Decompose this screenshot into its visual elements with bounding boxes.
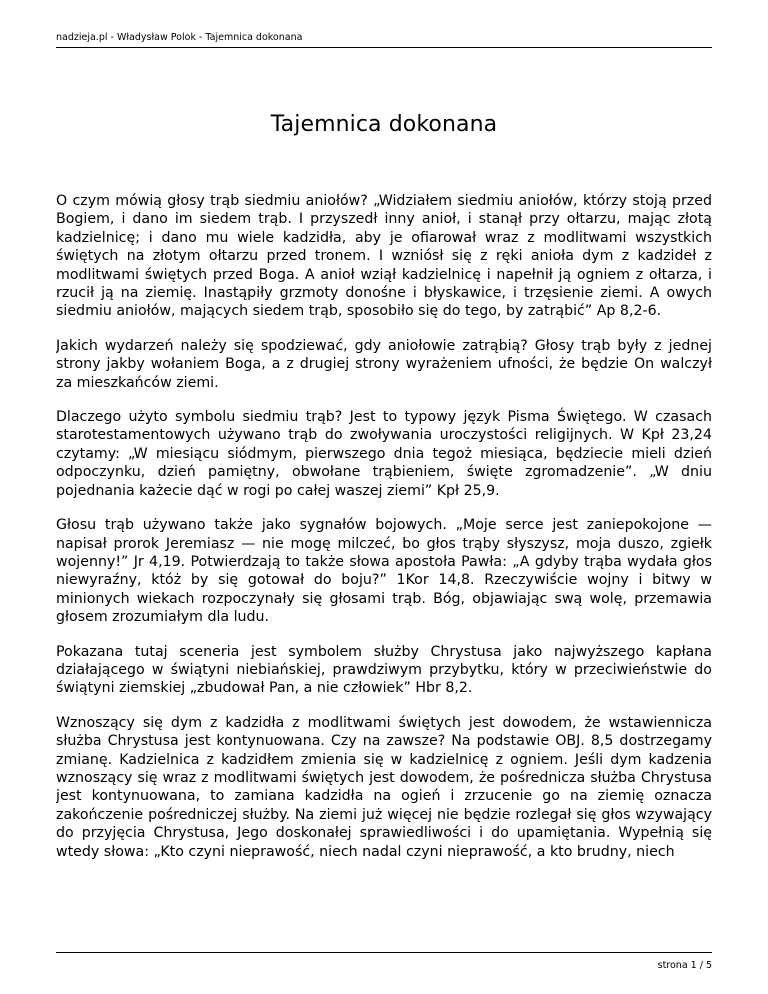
document-body bbox=[56, 192, 712, 944]
paragraph: Pokazana tutaj sceneria jest symbolem służby Chrystusa jako najwyższego kapłana działającego w świątyni niebiańskiej, prawdziwym przybytku, który w przeciwieństwie do świątyni ziemskiej „zbudował Pan, a nie człowiek” Hbr 8,2. bbox=[56, 643, 712, 697]
page-header: nadzieja.pl - Władysław Polok - Tajemnica dokonana bbox=[56, 32, 303, 43]
paragraph: O czym mówią głosy trąb siedmiu aniołów? „Widziałem siedmiu aniołów, którzy stoją przed Bogiem, i dano im siedem trąb. I przyszedł inny anioł, i stanął przy ołtarzu, mając złotą kadzielnicę; i dano mu wiele kadzidła, aby je ofiarował wraz z modlitwami wszystkich świętych na złotym ołtarzu przed tronem. I wzniósł się z ręki anioła dym z kadzideł z modlitwami świętych przed Boga. A anioł wziął kadzielnicę i napełnił ją ogniem z ołtarza, i rzucił ją na ziemię. Inastąpiły grzmoty donośne i błyskawice, i trzęsienie ziemi. A owych siedmiu aniołów, mających siedem trąb, sposobiło się do tego, by zatrąbić” Ap 8,2-6. bbox=[56, 193, 712, 320]
paragraph: Głosu trąb używano także jako sygnałów bojowych. „Moje serce jest zaniepokojone — napisał prorok Jeremiasz — nie mogę milczeć, bo głos trąby słyszysz, moja duszo, zgiełk wojenny!” Jr 4,19. Potwierdzają to także słowa apostoła Pawła: „A gdyby trąba wydała głos niewyraźny, któż by się gotował do boju?” 1Kor 14,8. Rzeczywiście wojny i bitwy w minionych wiekach rozpoczynały się głosami trąb. Bóg, objawiając swą wolę, przemawia głosem zrozumiałym dla ludu. bbox=[56, 517, 712, 626]
paragraph: Jakich wydarzeń należy się spodziewać, gdy aniołowie zatrąbią? Głosy trąb były z jednej strony jakby wołaniem Boga, a z drugiej strony wyrażeniem ufności, że będzie On walczył za mieszkańców ziemi. bbox=[56, 337, 712, 391]
footer-divider bbox=[56, 952, 712, 953]
document-title: Tajemnica dokonana bbox=[270, 112, 498, 137]
page-number: strona 1 / 5 bbox=[657, 960, 712, 971]
paragraph: Dlaczego użyto symbolu siedmiu trąb? Jest to typowy język Pisma Świętego. W czasach starotestamentowych używano trąb do zwoływania uroczystości religijnych. W Kpł 23,24 czytamy: „W miesiącu siódmym, pierwszego dnia tegoż miesiąca, będziecie mieli dzień odpoczynku, dzień pamiętny, obwołane trąbieniem, święte zgromadzenie”. „W dniu pojednania każecie dąć w rogi po całej waszej ziemi” Kpł 25,9. bbox=[56, 409, 712, 499]
paragraph: Wznoszący się dym z kadzidła z modlitwami świętych jest dowodem, że wstawiennicza służba Chrystusa jest kontynuowana. Czy na zawsze? Na podstawie OBJ. 8,5 dostrzegamy zmianę. Kadzielnica z kadzidłem zmienia się w kadzielnicę z ogniem. Jeśli dym kadzenia wznoszący się wraz z modlitwami świętych jest dowodem, że pośrednicza służba Chrystusa jest kontynuowana, to zamiana kadzidła na ogień i zrzucenie go na ziemię oznacza zakończenie pośredniczej służby. Na ziemi już więcej nie będzie rozlegał się głos wzywający do przyjęcia Chrystusa, Jego doskonałej sprawiedliwości i do upamiętania. Wypełnią się wtedy słowa: „Kto czyni nieprawość, niech nadal czyni nieprawość, a kto brudny, niech bbox=[56, 714, 712, 860]
header-divider bbox=[56, 47, 712, 48]
